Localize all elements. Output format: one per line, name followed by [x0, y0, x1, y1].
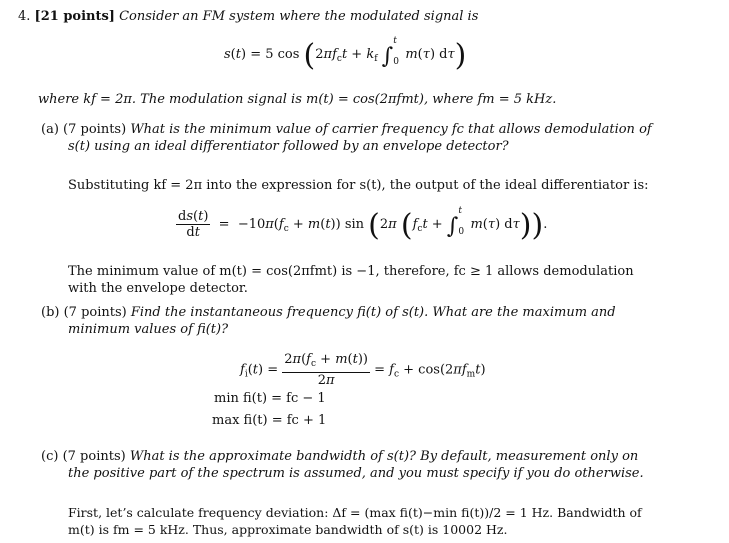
- fi-equation: $f_i(t)$ = $\frac{2\pi(f_c + m(t))}{2\pi}$ = $f_c + \cos(2\pi f_mt)$: [240, 352, 486, 388]
- part-c-answer: [68, 504, 642, 538]
- part-a-label: (a): [41, 122, 59, 137]
- problem-intro: Consider an FM system where the modulated signal is: [119, 9, 479, 24]
- max-fi-equation: max fi(t) = fc + 1: [212, 413, 327, 428]
- problem-points: [21 points]: [34, 9, 115, 24]
- derivative-equation: $\frac{ds(t)}{dt}$ = $-10\pi(f_c + m(t))$ sin (2π ($f_ct$ + ∫ t 0 m(τ) dτ)).: [178, 206, 548, 243]
- part-b-question-line2: minimum values of fi(t)?: [68, 322, 229, 337]
- part-c-question-line2: the positive part of the spectrum is assumed, and you must specify if you do otherwise.: [68, 466, 644, 481]
- part-a-points: (7 points): [63, 122, 127, 137]
- problem-number: 4.: [18, 9, 31, 24]
- min-fi-equation: min fi(t) = fc − 1: [214, 391, 326, 406]
- part-a-question-line1: What is the minimum value of carrier frequency fc that allows demodulation of: [130, 122, 652, 137]
- signal-equation: s(t) = 5 $\cos (2\pi f_ct + k_f$ ∫ t 0 m(τ) dτ): [224, 36, 467, 73]
- part-a-question-line2: s(t) using an ideal differentiator followed by an envelope detector?: [68, 139, 509, 154]
- part-b-question: [41, 304, 616, 338]
- problem-params: where kf = 2π. The modulation signal is m(t) = cos(2πfmt), where fm = 5 kHz.: [38, 92, 557, 107]
- part-a-answer-line2-text: The minimum value of m(t) = cos(2πfmt) is −1, therefore, fc ≥ 1 allows demodulation: [68, 264, 634, 279]
- part-c-question-line1: What is the approximate bandwidth of s(t)? By default, measurement only on: [129, 449, 639, 464]
- part-b-question-line1: Find the instantaneous frequency fi(t) of s(t). What are the maximum and: [130, 305, 616, 320]
- part-a-answer-line3: with the envelope detector.: [68, 281, 248, 296]
- part-a-answer-line2: [68, 263, 634, 297]
- problem-header: [18, 9, 478, 24]
- part-c-label: (c): [41, 449, 59, 464]
- part-c-answer-line2: m(t) is fm = 5 kHz. Thus, approximate bandwidth of s(t) is 10002 Hz.: [68, 522, 508, 537]
- part-a-answer-line1: Substituting kf = 2π into the expression for s(t), the output of the ideal differentiator is:: [68, 178, 649, 193]
- part-b-points: (7 points): [63, 305, 127, 320]
- part-a-question: [41, 121, 652, 155]
- part-c-answer-line1: First, let’s calculate frequency deviation: Δf = (max fi(t)−min fi(t))/2 = 1 Hz. Bandwidth of: [68, 505, 642, 520]
- part-b-label: (b): [41, 305, 60, 320]
- part-c-points: (7 points): [62, 449, 126, 464]
- part-c-question: [41, 448, 644, 482]
